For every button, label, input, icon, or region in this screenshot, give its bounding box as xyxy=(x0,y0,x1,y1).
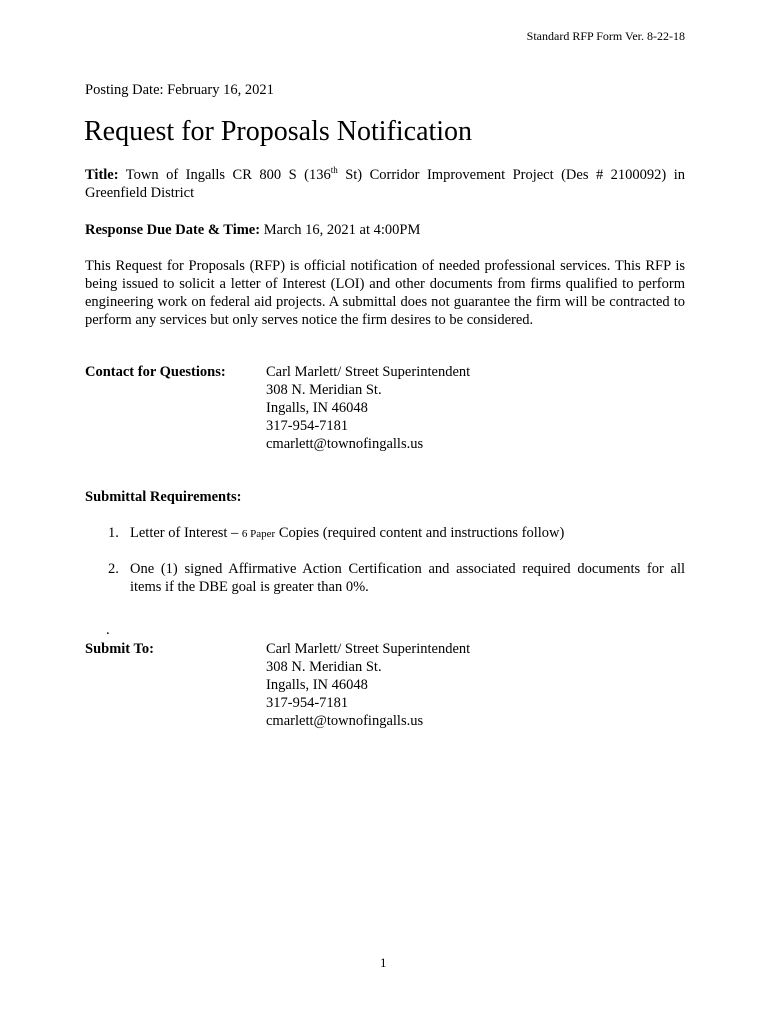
project-title-text-a: Town of Ingalls CR 800 S (136 xyxy=(125,167,331,183)
submit-to-city: Ingalls, IN 46048 xyxy=(266,677,368,693)
submit-to-name: Carl Marlett/ Street Superintendent xyxy=(266,641,471,657)
stray-dot: . xyxy=(106,622,110,638)
list-item-text-a: Letter of Interest – xyxy=(130,525,242,541)
response-due xyxy=(85,221,685,239)
list-item-text-b: Copies (required content and instructions follow) xyxy=(275,525,565,541)
project-title xyxy=(85,166,685,202)
posting-date: Posting Date: February 16, 2021 xyxy=(85,82,274,98)
submittal-heading: Submittal Requirements: xyxy=(85,489,242,505)
list-item xyxy=(108,560,685,596)
submit-to-email: cmarlett@townofingalls.us xyxy=(266,713,424,729)
project-title-label: Title: xyxy=(85,167,119,183)
contact-street: 308 N. Meridian St. xyxy=(266,382,382,398)
submit-to-address xyxy=(266,640,470,730)
list-item-text xyxy=(130,524,685,543)
submit-to-label: Submit To: xyxy=(85,641,154,657)
list-item-number: 1. xyxy=(108,525,119,541)
page-number: 1 xyxy=(380,955,387,970)
list-item-text-small: 6 Paper xyxy=(241,528,276,540)
contact-city: Ingalls, IN 46048 xyxy=(266,400,368,416)
page-title: Request for Proposals Notification xyxy=(84,116,473,147)
submit-to-street: 308 N. Meridian St. xyxy=(266,659,382,675)
contact-name: Carl Marlett/ Street Superintendent xyxy=(266,364,471,380)
response-due-label: Response Due Date & Time: xyxy=(85,222,261,238)
contact-phone: 317-954-7181 xyxy=(266,418,349,434)
contact-email: cmarlett@townofingalls.us xyxy=(266,436,424,452)
contact-address xyxy=(266,363,470,453)
form-version: Standard RFP Form Ver. 8-22-18 xyxy=(526,29,685,43)
list-item-number: 2. xyxy=(108,561,119,577)
intro-paragraph: This Request for Proposals (RFP) is official notification of needed professional services. This RFP is being issued to solicit a letter of Interest (LOI) and other documents from firms qualified to perform engineering work on federal aid projects. A submittal does not guarantee the firm will be contracted to perform any services but only serves notice the firm desires to be considered. xyxy=(85,258,685,328)
response-due-value: March 16, 2021 at 4:00PM xyxy=(260,222,421,238)
contact-label: Contact for Questions: xyxy=(85,364,226,380)
project-title-text-b: St) Corridor Improvement Project (Des # 2100092) in Greenfield District xyxy=(85,167,685,201)
submit-to-phone: 317-954-7181 xyxy=(266,695,349,711)
list-item-text: One (1) signed Affirmative Action Certification and associated required documents for all items if the DBE goal is greater than 0%. xyxy=(130,561,685,595)
project-title-sup: th xyxy=(330,165,338,176)
list-item xyxy=(108,524,685,543)
